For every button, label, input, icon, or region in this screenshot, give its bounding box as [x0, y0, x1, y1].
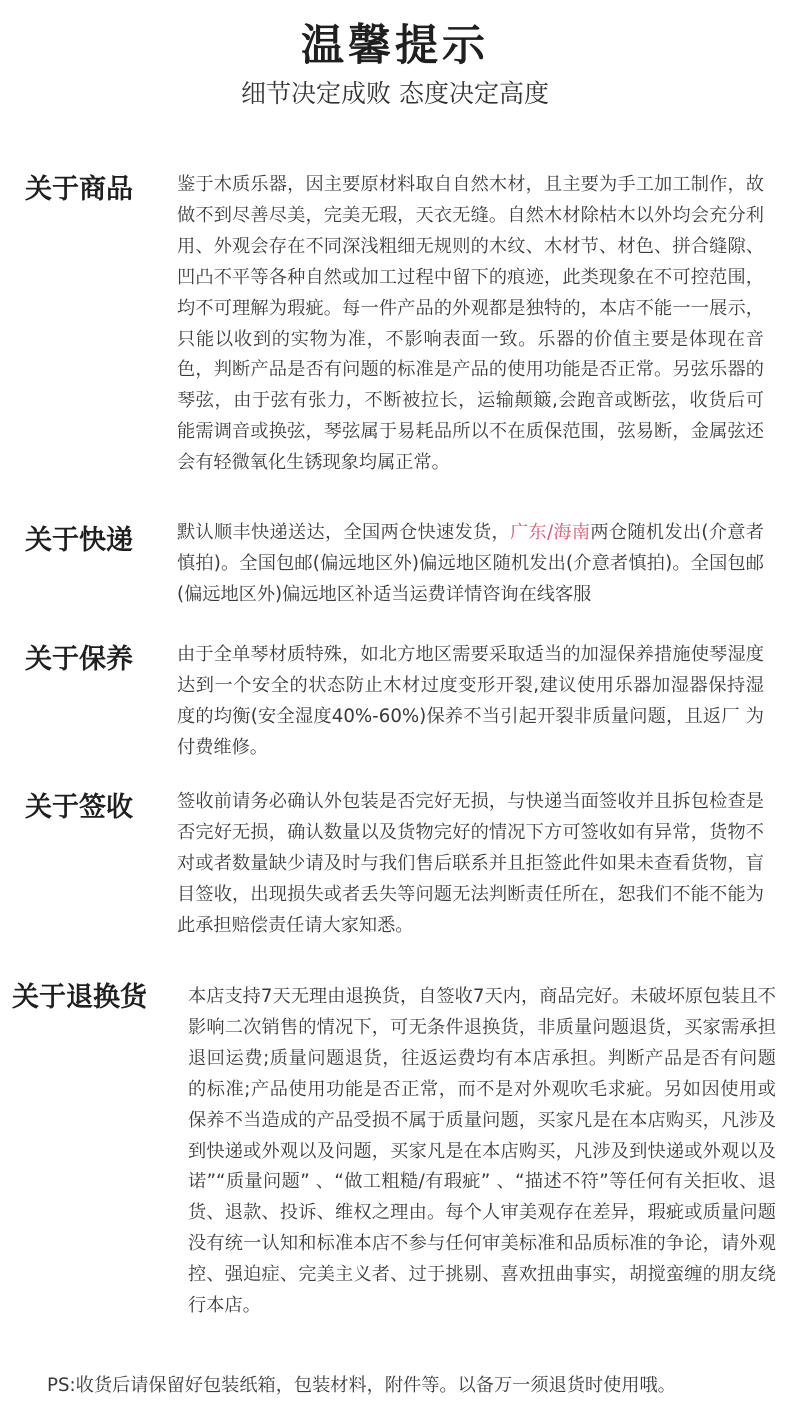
page-subtitle: 细节决定成败 态度决定高度 [241, 79, 549, 108]
shipping-text-after: 两仓随机发出(介意者慎拍)。全国包邮(偏远地区外)偏远地区随机发出(介意者慎拍)。全国包邮(偏远地区外)偏远地区补适当运费详情咨询在线客服 [177, 522, 764, 605]
ps-note: PS:收货后请保留好包装纸箱，包装材料，附件等。以备万一须退货时使用哦。 [47, 1375, 676, 1396]
section-body-maintenance: 由于全单琴材质特殊，如北方地区需要采取适当的加湿保养措施使琴湿度达到一个安全的状态防止木材过度变形开裂,建议使用乐器加湿器保持湿度的均衡(安全湿度40%-60%)保养不当引起开裂非质量问题，且返厂 为付费维修。 [177, 644, 764, 758]
shipping-warehouse-highlight: 广东/海南 [509, 522, 591, 543]
section-heading-returns: 关于退换货 [12, 982, 147, 1013]
section-heading-shipping: 关于快递 [25, 525, 133, 556]
page-title: 温馨提示 [301, 21, 489, 71]
section-heading-product: 关于商品 [25, 174, 133, 205]
section-heading-receipt: 关于签收 [25, 792, 133, 823]
section-body-receipt: 签收前请务必确认外包装是否完好无损，与快递当面签收并且拆包检查是否完好无损，确认数量以及货物完好的情况下方可签收如有异常，货物不对或者数量缺少请及时与我们售后联系并且拒签此件如果未查看货物，盲目签收，出现损失或者丢失等问题无法判断责任所在，恕我们不能不能为此承担赔偿责任请大家知悉。 [177, 791, 764, 936]
section-body-product: 鉴于木质乐器，因主要原材料取自自然木材，且主要为手工加工制作，故做不到尽善尽美，完美无瑕，天衣无缝。自然木材除枯木以外均会充分利用、外观会存在不同深浅粗细无规则的木纹、木材节、材色、拼合缝隙、凹凸不平等各种自然或加工过程中留下的痕迹，此类现象在不可控范围，均不可理解为瑕疵。每一件产品的外观都是独特的，本店不能一一展示，只能以收到的实物为准，不影响表面一致。乐器的价值主要是体现在音色，判断产品是否有问题的标准是产品的使用功能是否正常。另弦乐器的琴弦，由于弦有张力，不断被拉长，运输颠簸,会跑音或断弦，收货后可能需调音或换弦，琴弦属于易耗品所以不在质保范围，弦易断，金属弦还会有轻微氧化生锈现象均属正常。 [177, 174, 764, 474]
section-body-returns: 本店支持7天无理由退换货，自签收7天内，商品完好。未破坏原包装且不影响二次销售的情况下，可无条件退换货，非质量问题退货，买家需承担退回运费;质量问题退货，往返运费均有本店承担。判断产品是否有问题的标准;产品使用功能是否正常，而不是对外观吹毛求疵。另如因使用或保养不当造成的产品受损不属于质量问题，买家凡是在本店购买，凡涉及到快递或外观以及问题，买家凡是在本店购买，凡涉及到快递或外观以及诺”“质量问题” 、“做工粗糙/有瑕疵” 、“描述不符”等任何有关拒收、退货、退款、投诉、维权之理由。每个人审美观存在差异，瑕疵或质量问题没有统一认知和标准本店不参与任何审美标准和品质标准的争论，请外观控、强迫症、完美主义者、过于挑剔、喜欢扭曲事实，胡搅蛮缠的朋友绕行本店。 [188, 986, 776, 1317]
section-body-shipping [177, 518, 764, 611]
section-heading-maintenance: 关于保养 [25, 644, 133, 675]
shipping-text-before: 默认顺丰快递送达，全国两仓快速发货， [177, 522, 510, 543]
